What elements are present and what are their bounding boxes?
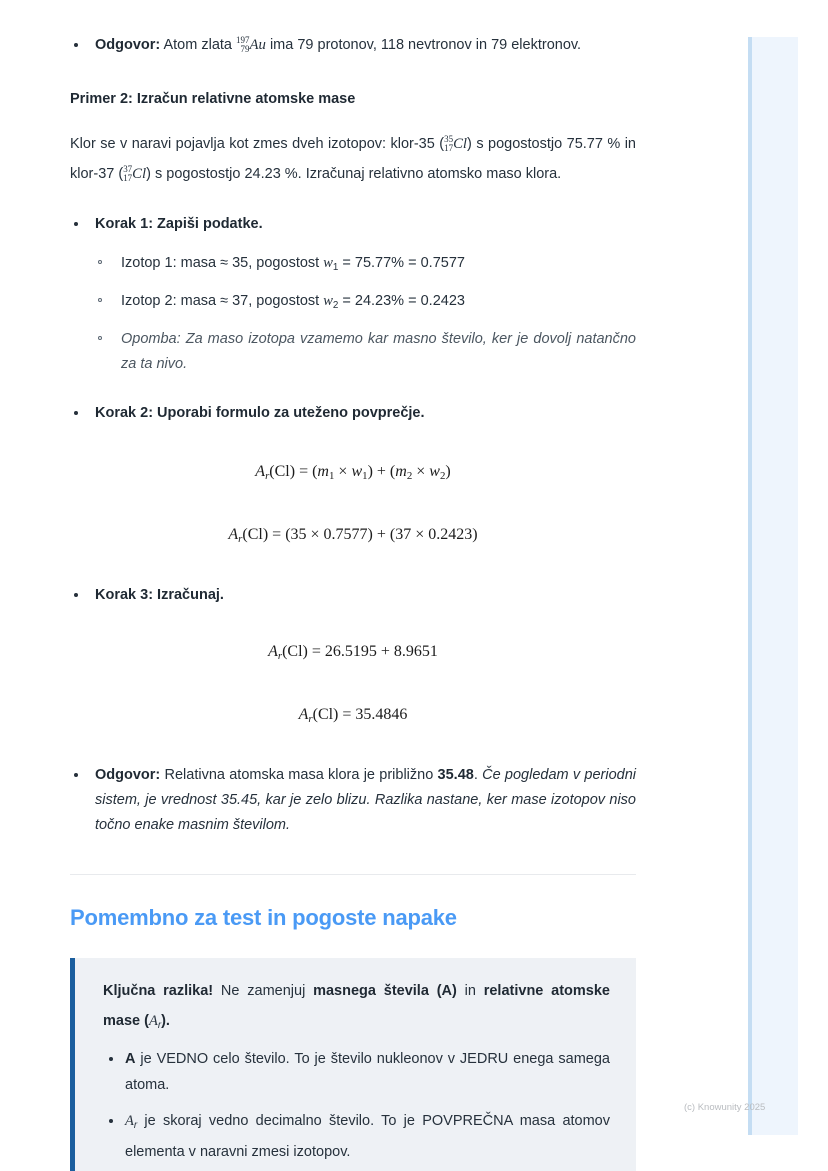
isotope-mass-number: 37 xyxy=(123,163,133,174)
final-answer-italic: Če pogledam v periodni sistem, je vrednost 35.45, kar je zelo blizu. Razlika nastane, ker mase izotopov niso točno enake masnim številom. xyxy=(95,766,636,833)
formula-numeric xyxy=(70,526,636,545)
callout-lead-text2: in xyxy=(456,982,484,999)
ar-sub: r xyxy=(308,712,313,725)
list-item xyxy=(70,763,636,838)
final-answer-label: Odgovor: xyxy=(95,766,161,783)
callout-lead xyxy=(103,976,610,1041)
m2-var: m xyxy=(395,462,407,480)
ar-var: A xyxy=(298,705,309,723)
section-divider xyxy=(70,874,636,875)
answer-label: Odgovor: xyxy=(95,37,161,53)
isotope-mass-number: 35 xyxy=(444,133,454,144)
list-item xyxy=(103,1108,610,1165)
result-line-2 xyxy=(70,706,636,725)
document-content xyxy=(70,0,636,1171)
callout-lead-bold2: masnega števila (A) xyxy=(313,982,457,999)
isotope-symbol-gold: Au xyxy=(249,37,266,53)
isotope-notation-cl35 xyxy=(444,135,453,153)
isotope-symbol-cl35: Cl xyxy=(453,136,468,152)
ar-sub: r xyxy=(238,532,243,545)
formula-symbolic xyxy=(70,463,636,482)
step1-title: Korak 1: Zapiši podatke. xyxy=(95,216,263,232)
list-item xyxy=(70,212,636,377)
result-line-1 xyxy=(70,643,636,662)
weight-var-2: w xyxy=(323,292,333,309)
test-section-title: Pomembno za test in pogoste napake xyxy=(70,904,457,930)
times-1: × xyxy=(334,462,352,480)
ar-sub: r xyxy=(265,469,270,482)
list-item xyxy=(95,327,636,377)
callout-item2-text: je skoraj vedno decimalno število. To je POVPREČNA masa atomov elementa v naravni zmesi izotopov. xyxy=(125,1113,610,1161)
step3-list xyxy=(70,583,636,608)
weight-sub-2: 2 xyxy=(332,299,339,311)
note-text: Za maso izotopa vzamemo kar masno število, ker je dovolj natančno za ta nivo. xyxy=(121,330,636,372)
times-2: × xyxy=(412,462,430,480)
isotope-mass-number: 197 xyxy=(236,34,250,45)
step2-list xyxy=(70,401,636,426)
intro-part1: Klor se v naravi pojavlja kot zmes dveh izotopov: klor-35 ( xyxy=(70,136,445,152)
w2-var: w xyxy=(429,462,440,480)
isotope-symbol-cl37: Cl xyxy=(132,166,147,182)
callout-lead-bold4: ). xyxy=(161,1012,170,1029)
callout-list xyxy=(103,1046,610,1165)
step1-list xyxy=(70,212,636,377)
isotope1-prefix: Izotop 1: masa ≈ 35, pogostost xyxy=(121,255,324,271)
right-edge-strip xyxy=(748,37,798,1135)
result1-body: (Cl) = 26.5195 + 8.9651 xyxy=(282,642,438,660)
answer-text-before: Atom zlata xyxy=(160,37,237,53)
weight-sub-1: 1 xyxy=(332,261,339,273)
isotope1-suffix: = 75.77% = 0.7577 xyxy=(338,255,465,271)
w2-sub: 2 xyxy=(439,469,446,482)
step1-sublist xyxy=(95,251,636,377)
callout-item1-bold: A xyxy=(125,1051,136,1068)
key-difference-callout xyxy=(70,958,636,1171)
final-answer-text1: Relativna atomska masa klora je približno xyxy=(160,766,438,783)
m2-sub: 2 xyxy=(406,469,413,482)
isotope-notation-gold xyxy=(236,36,249,54)
formula-mid: ) + ( xyxy=(367,462,396,480)
isotope-atomic-number: 79 xyxy=(240,43,250,54)
isotope-atomic-number: 17 xyxy=(444,142,454,153)
ar-var: A xyxy=(268,642,278,660)
ar-var: A xyxy=(255,462,266,480)
callout-item2-var: A xyxy=(125,1113,134,1130)
ar-arg: (Cl) = ( xyxy=(269,462,318,480)
m1-sub: 1 xyxy=(328,469,335,482)
callout-lead-bold3: relativne atomske mase ( xyxy=(103,982,610,1029)
example2-heading: Primer 2: Izračun relativne atomske mase xyxy=(70,91,356,107)
step2-title: Korak 2: Uporabi formulo za uteženo povprečje. xyxy=(95,404,425,421)
callout-lead-bold: Ključna razlika! xyxy=(103,982,214,999)
formula-end: ) xyxy=(445,462,451,480)
isotope-notation-cl37 xyxy=(123,165,132,183)
step3-title: Korak 3: Izračunaj. xyxy=(95,586,224,603)
callout-ar-var: A xyxy=(148,1012,158,1029)
w1-sub: 1 xyxy=(362,469,368,482)
watermark: (c) Knowunity 2025 xyxy=(684,1102,766,1113)
list-item xyxy=(70,33,636,58)
callout-item1-text: je VEDNO celo število. To je število nukleonov v JEDRU enega samega atoma. xyxy=(125,1051,610,1094)
numeric-body: (Cl) = (35 × 0.7577) + (37 × 0.2423) xyxy=(242,525,478,543)
ar-var: A xyxy=(228,525,239,543)
note-label: Opomba: xyxy=(121,330,181,347)
final-answer-text2: . xyxy=(473,766,483,783)
list-item xyxy=(103,1046,610,1098)
list-item xyxy=(70,583,636,608)
weight-var-1: w xyxy=(323,255,333,271)
callout-lead-text1: Ne zamenjuj xyxy=(213,982,314,999)
w1-var: w xyxy=(351,462,363,480)
callout-ar-sub: r xyxy=(157,1019,162,1031)
ar-sub: r xyxy=(277,649,283,662)
list-item xyxy=(70,401,636,426)
list-item xyxy=(95,251,636,280)
final-answer-list xyxy=(70,763,636,838)
gold-answer-list xyxy=(70,33,636,58)
isotope-atomic-number: 17 xyxy=(123,172,133,183)
example2-intro xyxy=(70,129,636,189)
m1-var: m xyxy=(317,462,329,480)
callout-item2-sub: r xyxy=(133,1120,138,1132)
result2-body: (Cl) = 35.4846 xyxy=(312,705,408,723)
intro-part2: ) s pogostostjo 75.77 % in klor-37 ( xyxy=(70,136,636,182)
list-item xyxy=(95,289,636,318)
isotope2-suffix: = 24.23% = 0.2423 xyxy=(338,292,465,309)
isotope2-prefix: Izotop 2: masa ≈ 37, pogostost xyxy=(121,292,324,309)
intro-part3: ) s pogostostjo 24.23 %. Izračunaj relativno atomsko maso klora. xyxy=(146,166,562,182)
final-answer-value: 35.48 xyxy=(437,766,474,783)
answer-text-after: ima 79 protonov, 118 nevtronov in 79 elektronov. xyxy=(265,37,582,53)
